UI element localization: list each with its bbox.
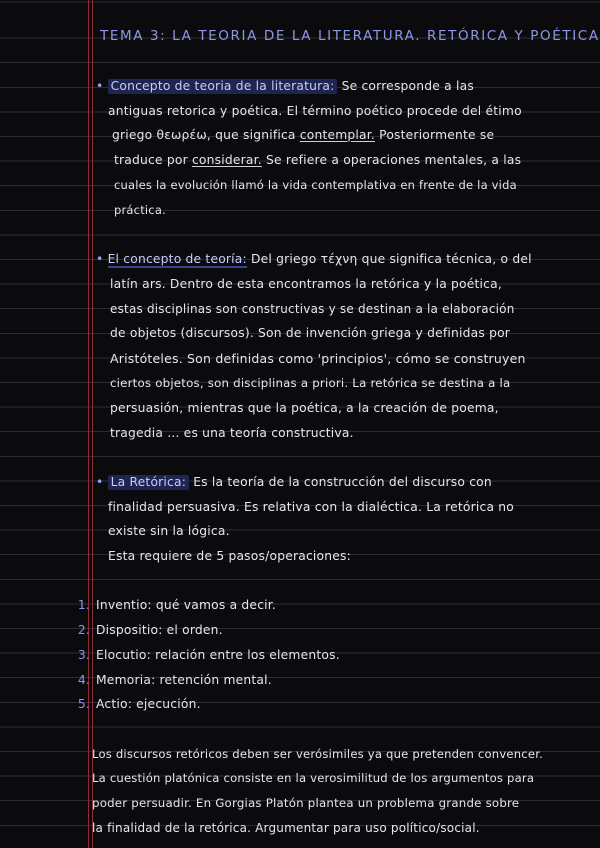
list-item [72, 648, 340, 662]
section2-line2: latín ars. Dentro de esta encontramos la retórica y la poética, [110, 277, 502, 291]
section1-line1 [96, 79, 474, 93]
text: Es la teoría de la construcción del discurso con [189, 475, 492, 489]
margin-line [92, 0, 93, 848]
page-title: TEMA 3: LA TEORIA DE LA LITERATURA. RETÓRICA Y POÉTICA [100, 28, 600, 44]
text: traduce por [114, 153, 192, 167]
section1-line3 [112, 128, 494, 142]
list-number: 4. [77, 673, 90, 687]
underlined-term: considerar. [191, 153, 262, 167]
list-text: Inventio: qué vamos a decir. [96, 598, 277, 612]
closing-line4: la finalidad de la retórica. Argumentar para uso político/social. [92, 821, 480, 835]
text: Posteriormente se [375, 128, 495, 142]
list-text: Actio: ejecución. [96, 697, 201, 711]
closing-line2: La cuestión platónica consiste en la verosimilitud de los argumentos para [92, 771, 535, 785]
text: Se refiere a operaciones mentales, a las [261, 153, 522, 167]
section3-line1 [96, 475, 492, 489]
list-number: 5. [77, 697, 90, 711]
list-text: Memoria: retención mental. [96, 673, 272, 687]
section3-line4: Esta requiere de 5 pasos/operaciones: [108, 549, 351, 563]
section2-line7: persuasión, mientras que la poética, a la creación de poema, [110, 401, 499, 415]
section1-line2: antiguas retorica y poética. El término poético procede del étimo [108, 104, 522, 118]
list-number: 3. [77, 648, 90, 662]
list-item [72, 623, 223, 637]
section2-line1 [96, 252, 532, 266]
section1-line6: práctica. [114, 203, 166, 217]
list-item [72, 598, 276, 612]
section2-line6: ciertos objetos, son disciplinas a priori. La retórica se destina a la [110, 376, 511, 390]
list-text: Elocutio: relación entre los elementos. [96, 648, 340, 662]
section3-heading: La Retórica: [108, 475, 190, 490]
section2-line4: de objetos (discursos). Son de invención griega y definidas por [110, 326, 511, 340]
list-item [72, 673, 272, 687]
text: Se corresponde a las [337, 79, 474, 93]
list-item [72, 697, 201, 711]
section2-heading: El concepto de teoría: [107, 252, 247, 266]
underlined-term: contemplar. [299, 128, 376, 142]
bullet: • [96, 79, 104, 93]
section3-line2: finalidad persuasiva. Es relativa con la dialéctica. La retórica no [108, 500, 515, 514]
closing-line3: poder persuadir. En Gorgias Platón plantea un problema grande sobre [92, 796, 520, 810]
bullet: • [96, 252, 104, 266]
section1-heading: Concepto de teoria de la literatura: [108, 79, 338, 94]
bullet: • [96, 475, 104, 489]
text: Del griego τέχνη que significa técnica, o del [246, 252, 532, 266]
section1-line5: cuales la evolución llamó la vida contemplativa en frente de la vida [114, 178, 517, 192]
list-number: 2. [77, 623, 90, 637]
text: griego θεωρέω, que significa [112, 128, 300, 142]
section3-line3: existe sin la lógica. [108, 524, 230, 538]
list-number: 1. [77, 598, 90, 612]
margin-line [88, 0, 89, 848]
list-text: Dispositio: el orden. [96, 623, 223, 637]
section2-line8: tragedia ... es una teoría constructiva. [110, 426, 354, 440]
section1-line4 [114, 153, 521, 167]
section2-line3: estas disciplinas son constructivas y se destinan a la elaboración [110, 302, 515, 316]
closing-line1: Los discursos retóricos deben ser verósimiles ya que pretenden convencer. [92, 747, 543, 761]
section2-line5: Aristóteles. Son definidas como 'principios', cómo se construyen [110, 351, 526, 366]
